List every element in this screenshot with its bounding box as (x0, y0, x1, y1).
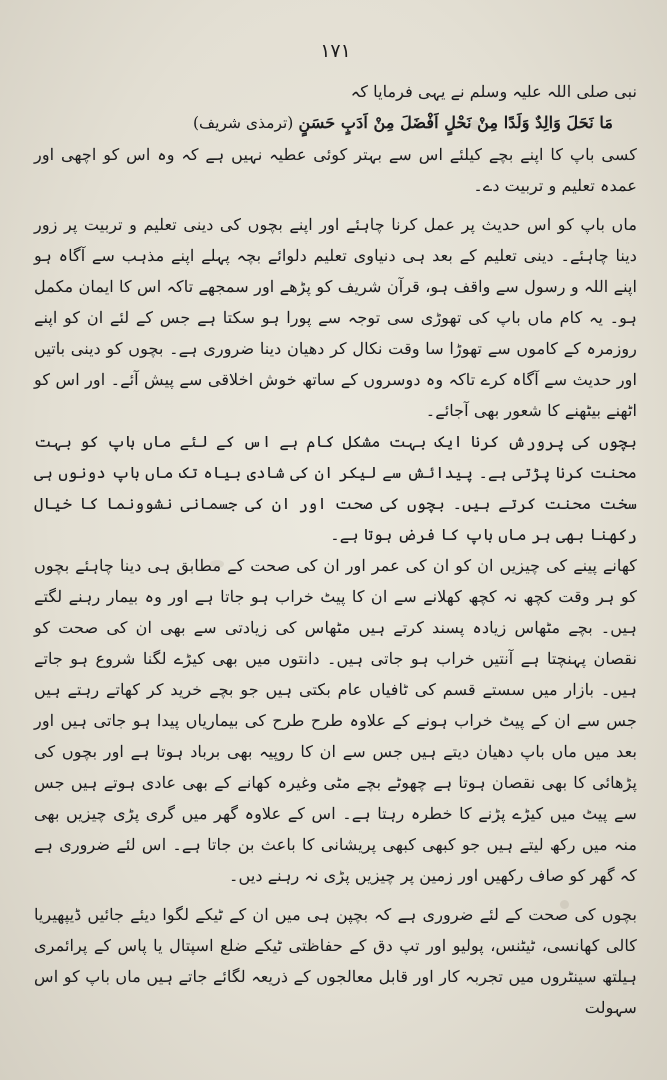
paragraph: ماں باپ کو اس حدیث پر عمل کرنا چاہئے اور اپنے بچوں کی دینی تعلیم و تربیت پر زور دینا چاہئے۔ دینی تعلیم کے بعد ہی دنیاوی تعلیم دلوائے بچہ پہلے اپنے مذہب سے آگاہ ہو اپنے اللہ و رسول سے واقف ہو، قرآن شریف کو پڑھے اور سمجھے تاکہ اس کا ایمان مکمل ہو۔ یہ کام ماں باپ کی تھوڑی سی توجہ سے پورا ہو سکتا ہے جس کے لئے ان کو اپنے روزمرہ کے کاموں سے تھوڑا سا وقت نکال کر دھیان دینا ضروری ہے۔ بچوں کو دینی باتیں اور حدیث سے آگاہ کرے تاکہ وہ دوسروں کے ساتھ خوش اخلاقی سے پیش آئے۔ اور اس کو اٹھنے بیٹھنے کا شعور بھی آجائے۔ (34, 215, 637, 420)
paragraph: بچوں کی صحت کے لئے ضروری ہے کہ بچپن ہی میں ان کے ٹیکے لگوا دیئے جائیں ڈیپھیریا کالی کھانسی، ٹیٹنس، پولیو اور تپ دق کے حفاظتی ٹیکے ضلع اسپتال یا پاس کے پرائمری ہیلتھ سینٹروں میں تجربہ کار اور قابل معالجوں کے ذریعہ لگائے جاتے ہیں ماں باپ کو اس سہولت (34, 905, 637, 1017)
page-number: ۱۷۱ (320, 40, 351, 62)
hadith-reference: (ترمذی شریف) (193, 114, 294, 132)
paragraph: کھانے پینے کی چیزیں ان کو ان کی عمر اور ان کی صحت کے مطابق ہی دینا چاہئے بچوں کو ہر وقت کچھ نہ کچھ کھلانے سے ان کا پیٹ خراب ہو جاتا ہے اور وہ بیمار رہنے لگتے ہیں۔ بچے مٹھاس زیادہ پسند کرتے ہیں مٹھاس کی زیادتی سے بھی ان کی صحت کو نقصان پہنچتا ہے آنتیں خراب ہو جاتی ہیں۔ دانتوں میں بھی کیڑے لگنا شروع ہو جاتے ہیں۔ بازار میں سستے قسم کی ٹافیاں عام بکتی ہیں جو بچے خرید کر کھاتے رہتے ہیں جس سے ان کے پیٹ خراب ہونے کے علاوہ طرح طرح کی بیماریاں پیدا ہو جاتی ہیں اور بعد میں ماں باپ دھیان دیتے ہیں جس سے ان کا روپیہ بھی برباد ہوتا ہے اور بچوں کی پڑھائی کا بھی نقصان ہوتا ہے چھوٹے بچے مٹی وغیرہ کھانے کے بھی عادی ہوتے ہیں جس سے پیٹ میں کیڑے پڑنے کا خطرہ رہتا ہے۔ اس کے علاوہ گھر میں گری پڑی چیزیں بھی منہ میں رکھ لیتے ہیں جو کبھی کبھی پریشانی کا باعث بن جاتا ہے۔ اس لئے ضروری ہے کہ گھر کو صاف رکھیں اور زمین پر چیزیں پڑی نہ رہنے دیں۔ (34, 556, 637, 885)
hadith-arabic-text: مَا نَحَلَ وَالِدٌ وَلَدًا مِنْ نَحْلٍ اَفْضَلَ مِنْ اَدَبٍ حَسَنٍ (298, 113, 613, 132)
paragraph: بچوں کی پرورش کرنا ایک بہت مشکل کام ہے اس کے لئے ماں باپ کو بہت محنت کرنا پڑتی ہے۔ پیدائش سے لیکر ان کی شادی بیاہ تک ماں باپ دونوں ہی سخت محنت کرتے ہیں۔ بچوں کی صحت اور ان کی جسمانی نشوونما کا خیال رکھنا بھی ہر ماں باپ کا فرض ہوتا ہے۔ (34, 432, 637, 544)
paragraph: کسی باپ کا اپنے بچے کیلئے اس سے بہتر کوئی عطیہ نہیں ہے کہ وہ اس کو اچھی اور عمدہ تعلیم و تربیت دے۔ (34, 145, 637, 195)
page-body (34, 76, 637, 1023)
intro-line: نبی صلی اللہ علیہ وسلم نے یہی فرمایا کہ (350, 82, 637, 101)
hadith-quote (34, 107, 637, 139)
